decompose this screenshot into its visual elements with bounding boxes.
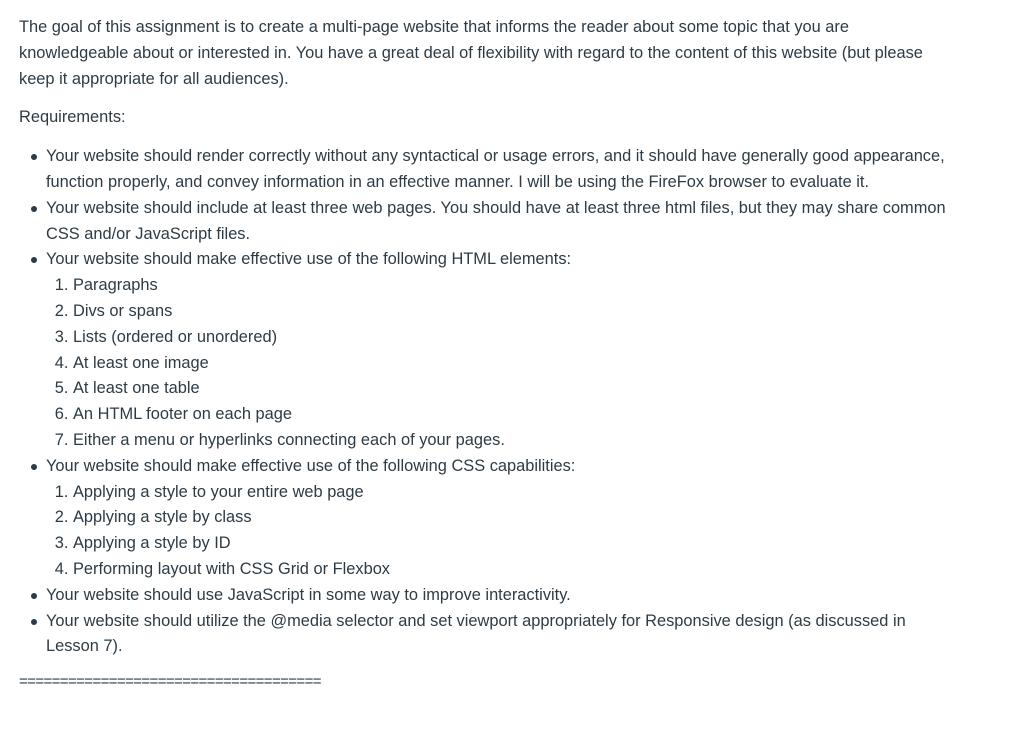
- css-capabilities-list: [46, 480, 946, 583]
- css-capability-item: 3. Applying a style by ID: [73, 531, 946, 557]
- requirements-heading: Requirements:: [19, 108, 126, 127]
- requirement-text: Your website should make effective use of the following CSS capabilities:: [46, 456, 576, 475]
- requirement-item: Your website should utilize the @media selector and set viewport appropriately for Responsive design (as discussed in Lesson 7).: [46, 609, 946, 661]
- html-element-item: 4. At least one image: [73, 351, 946, 377]
- requirement-item-css-capabilities: [46, 454, 946, 583]
- html-element-item: 1. Paragraphs: [73, 273, 946, 299]
- html-element-item: 2. Divs or spans: [73, 299, 946, 325]
- html-element-item: 7. Either a menu or hyperlinks connecting each of your pages.: [73, 428, 946, 454]
- requirement-item: Your website should use JavaScript in some way to improve interactivity.: [46, 583, 946, 609]
- assignment-content: [19, 15, 979, 693]
- html-element-item: 3. Lists (ordered or unordered): [73, 325, 946, 351]
- html-elements-list: [46, 273, 946, 454]
- html-element-item: 6. An HTML footer on each page: [73, 402, 946, 428]
- requirement-item: Your website should include at least three web pages. You should have at least three html files, but they may share common CSS and/or JavaScript files.: [46, 196, 946, 248]
- requirement-text: Your website should make effective use of the following HTML elements:: [46, 250, 572, 269]
- requirement-item: Your website should render correctly without any syntactical or usage errors, and it should have generally good appearance, function properly, and convey information in an effective manner. I will be using the FireFox browser to evaluate it.: [46, 144, 946, 196]
- css-capability-item: 1. Applying a style to your entire web page: [73, 480, 946, 506]
- intro-paragraph: The goal of this assignment is to create a multi-page website that informs the reader about some topic that you are knowledgeable about or interested in. You have a great deal of flexibility with regard to the content of this website (but please keep it appropriate for all audiences).: [19, 18, 923, 88]
- css-capability-item: 4. Performing layout with CSS Grid or Flexbox: [73, 557, 946, 583]
- requirements-list: [19, 144, 979, 660]
- divider-line: =====================================: [19, 673, 321, 691]
- css-capability-item: 2. Applying a style by class: [73, 505, 946, 531]
- requirement-item-html-elements: [46, 247, 946, 453]
- html-element-item: 5. At least one table: [73, 376, 946, 402]
